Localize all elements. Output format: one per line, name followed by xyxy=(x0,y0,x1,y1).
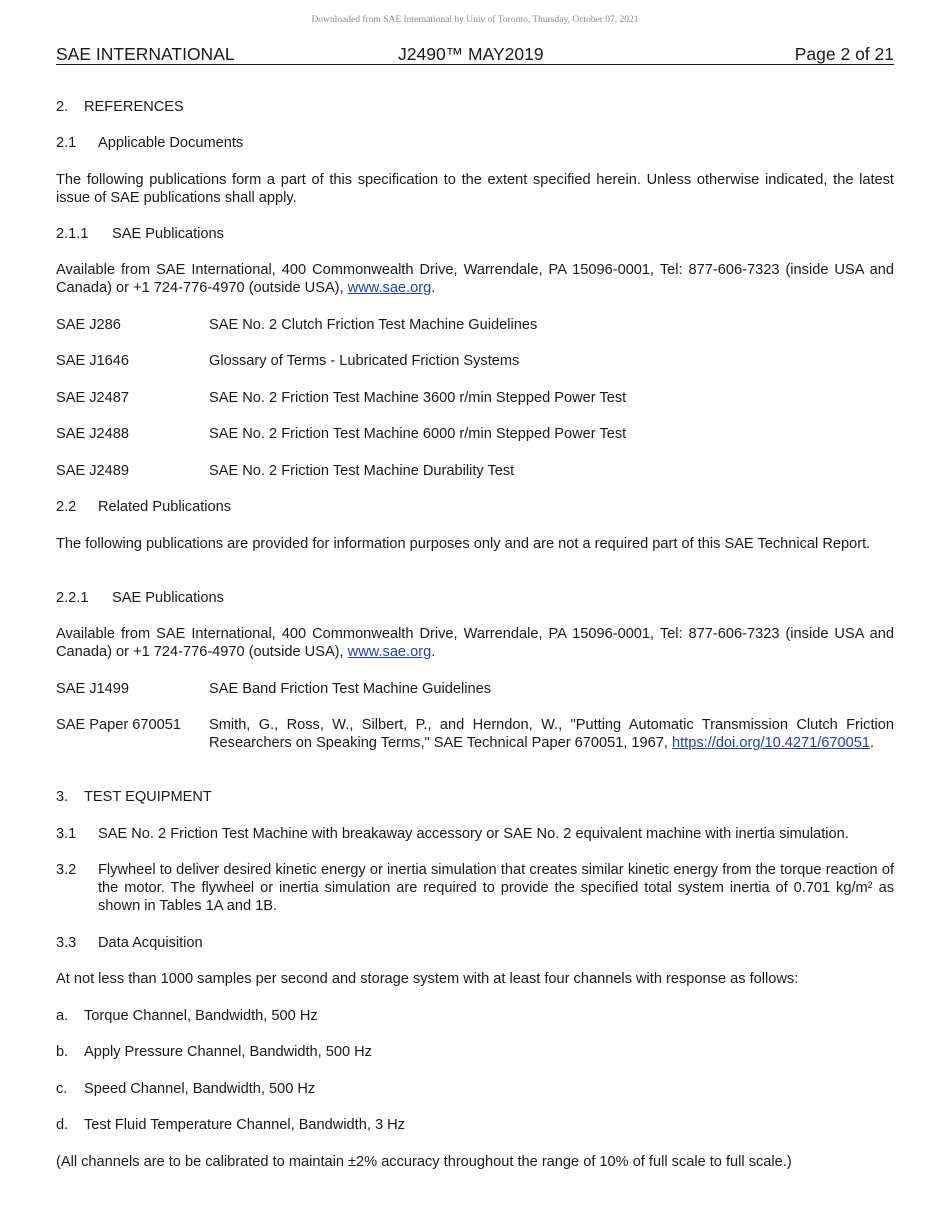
availability-end: . xyxy=(431,644,436,660)
list-letter: d. xyxy=(56,1117,69,1133)
section-title: SAE Publications xyxy=(112,590,224,606)
section-heading-2 xyxy=(56,98,894,116)
paragraph-availability xyxy=(56,625,894,661)
reference-code: SAE Paper 670051 xyxy=(56,717,181,733)
channel-text: Apply Pressure Channel, Bandwidth, 500 Hz xyxy=(84,1044,372,1060)
availability-text: Available from SAE International, 400 Commonwealth Drive, Warrendale, PA 15096-0001, Tel: 877-606-7323 (inside USA and Canada) or +1 724-776-4970 (outside USA), xyxy=(56,626,894,660)
reference-title xyxy=(209,716,894,752)
section-number: 2. xyxy=(56,99,69,115)
reference-code: SAE J286 xyxy=(56,317,121,333)
paragraph-availability xyxy=(56,261,894,297)
reference-title: SAE No. 2 Clutch Friction Test Machine Guidelines xyxy=(209,317,538,333)
calibration-note: (All channels are to be calibrated to maintain ±2% accuracy throughout the range of 10% of full scale to full scale.) xyxy=(56,1154,792,1170)
reference-code: SAE J2487 xyxy=(56,390,130,406)
item-text: SAE No. 2 Friction Test Machine with breakaway accessory or SAE No. 2 equivalent machine with inertia simulation. xyxy=(98,826,849,842)
list-letter: c. xyxy=(56,1081,68,1097)
channel-text: Torque Channel, Bandwidth, 500 Hz xyxy=(84,1008,318,1024)
section-heading-2-2-1 xyxy=(56,589,894,607)
section-title: Data Acquisition xyxy=(98,935,203,951)
reference-title: SAE Band Friction Test Machine Guidelines xyxy=(209,681,492,697)
reference-row-paper xyxy=(56,716,894,772)
flywheel-text-end: as shown in Tables 1A and 1B. xyxy=(98,880,895,914)
item-3-2 xyxy=(56,861,894,917)
list-item-channel xyxy=(56,1080,894,1098)
list-letter: b. xyxy=(56,1044,69,1060)
section-title: SAE Publications xyxy=(112,226,224,242)
doi-link[interactable]: https://doi.org/10.4271/670051 xyxy=(672,735,871,751)
section-title: Applicable Documents xyxy=(98,135,244,151)
paragraph-data-acquisition: At not less than 1000 samples per second and storage system with at least four channels with response as follows: xyxy=(56,971,799,987)
item-3-1 xyxy=(56,825,894,843)
section-title: Related Publications xyxy=(98,499,232,515)
reference-title: Glossary of Terms - Lubricated Friction Systems xyxy=(209,353,520,369)
paragraph-applicable-documents: The following publications form a part of this specification to the extent specified herein. Unless otherwise indicated, the latest issue of SAE publications shall apply. xyxy=(56,172,894,206)
section-title: TEST EQUIPMENT xyxy=(84,789,212,805)
sae-website-link[interactable]: www.sae.org xyxy=(347,280,432,296)
section-heading-3 xyxy=(56,788,894,806)
item-number: 3.2 xyxy=(56,862,77,878)
section-number: 3.3 xyxy=(56,935,77,951)
reference-code: SAE J2489 xyxy=(56,463,130,479)
reference-title: SAE No. 2 Friction Test Machine Durability Test xyxy=(209,463,515,479)
reference-code: SAE J1499 xyxy=(56,681,130,697)
channel-text: Speed Channel, Bandwidth, 500 Hz xyxy=(84,1081,316,1097)
availability-text: Available from SAE International, 400 Commonwealth Drive, Warrendale, PA 15096-0001, Tel: 877-606-7323 (inside USA and Canada) or +1 724-776-4970 (outside USA), xyxy=(56,262,894,296)
reference-title: SAE No. 2 Friction Test Machine 6000 r/min Stepped Power Test xyxy=(209,426,627,442)
availability-end: . xyxy=(431,280,436,296)
section-number: 3. xyxy=(56,789,69,805)
section-title: REFERENCES xyxy=(84,99,184,115)
section-number: 2.2.1 xyxy=(56,590,89,606)
superscript: 2 xyxy=(867,880,873,890)
list-item-channel xyxy=(56,1007,894,1025)
item-text xyxy=(98,861,894,915)
reference-code: SAE J2488 xyxy=(56,426,130,442)
flywheel-text: Flywheel to deliver desired kinetic energy or inertia simulation that creates similar kinetic energy from the torque reaction of the motor. The flywheel or inertia simulation are required to provide the specified total system inertia of 0.701 kg/m xyxy=(98,862,894,896)
document-page xyxy=(56,0,894,1230)
list-item-channel xyxy=(56,1116,894,1134)
header-org: SAE INTERNATIONAL xyxy=(56,44,235,64)
list-letter: a. xyxy=(56,1008,69,1024)
section-number: 2.1 xyxy=(56,135,77,151)
section-heading-2-1-1 xyxy=(56,225,894,243)
item-number: 3.1 xyxy=(56,826,77,842)
citation-end: . xyxy=(870,735,875,751)
sae-website-link[interactable]: www.sae.org xyxy=(347,644,432,660)
list-item-channel xyxy=(56,1043,894,1061)
section-heading-3-3 xyxy=(56,934,894,952)
header-doc-id: J2490™ MAY2019 xyxy=(398,44,544,64)
paragraph-related-publications: The following publications are provided for information purposes only and are not a required part of this SAE Technical Report. xyxy=(56,536,871,552)
reference-title: SAE No. 2 Friction Test Machine 3600 r/min Stepped Power Test xyxy=(209,390,627,406)
section-heading-2-1 xyxy=(56,134,894,152)
reference-code: SAE J1646 xyxy=(56,353,130,369)
section-number: 2.2 xyxy=(56,499,77,515)
header-page-number: Page 2 of 21 xyxy=(794,44,894,64)
section-number: 2.1.1 xyxy=(56,226,89,242)
section-heading-2-2 xyxy=(56,498,894,516)
channel-text: Test Fluid Temperature Channel, Bandwidth, 3 Hz xyxy=(84,1117,405,1133)
paper-citation: Smith, G., Ross, W., Silbert, P., and Herndon, W., "Putting Automatic Transmission Clutch Friction Researchers on Speaking Terms," SAE Technical Paper 670051, 1967, xyxy=(209,717,894,751)
download-watermark: Downloaded from SAE International by Univ of Toronto, Thursday, October 07, 2021 xyxy=(311,15,639,25)
page-header xyxy=(56,44,894,65)
